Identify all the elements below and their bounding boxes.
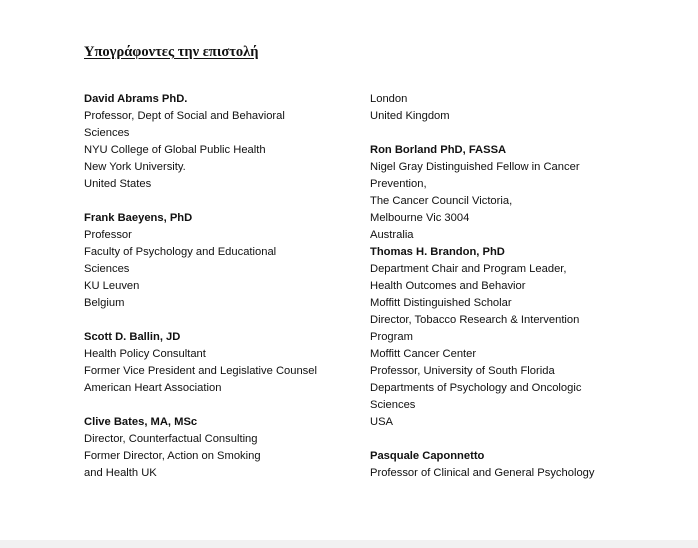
signatory-detail-line: Moffitt Distinguished Scholar (370, 297, 512, 309)
signatory-detail-line: Prevention, (370, 178, 427, 190)
signatories-left-column (84, 91, 354, 482)
signatory-detail-line: London (370, 93, 408, 105)
signatory-detail-line: Faculty of Psychology and Educational (84, 246, 277, 258)
paragraph-gap (370, 431, 670, 448)
signatory-detail-line: United States (84, 178, 152, 190)
page-heading: Υπογράφοντες την επιστολή (84, 44, 259, 60)
paragraph-gap (84, 312, 354, 329)
signatory-detail-line: Professor, Dept of Social and Behavioral (84, 110, 285, 122)
page-bottom-edge (0, 540, 698, 548)
signatory-detail-line: American Heart Association (84, 382, 222, 394)
signatory-name: Clive Bates, MA, MSc (84, 416, 198, 428)
signatory-detail-line: Professor of Clinical and General Psychology (370, 467, 595, 479)
signatory-name: David Abrams PhD. (84, 93, 188, 105)
signatory-detail-line: and Health UK (84, 467, 157, 479)
signatory-detail-line: Director, Tobacco Research & Intervention (370, 314, 580, 326)
signatory-name: Thomas H. Brandon, PhD (370, 246, 505, 258)
signatory-name: Frank Baeyens, PhD (84, 212, 193, 224)
signatory-detail-line: Former Vice President and Legislative Counsel (84, 365, 317, 377)
signatory-name: Scott D. Ballin, JD (84, 331, 181, 343)
signatory-detail-line: Director, Counterfactual Consulting (84, 433, 258, 445)
signatory-detail-line: Professor, University of South Florida (370, 365, 555, 377)
signatory-detail-line: The Cancer Council Victoria, (370, 195, 513, 207)
signatory-detail-line: Nigel Gray Distinguished Fellow in Cancer (370, 161, 580, 173)
signatory-detail-line: Former Director, Action on Smoking (84, 450, 261, 462)
signatory-detail-line: KU Leuven (84, 280, 140, 292)
signatory-detail-line: NYU College of Global Public Health (84, 144, 266, 156)
signatory-detail-line: Professor (84, 229, 132, 241)
signatory-detail-line: New York University. (84, 161, 186, 173)
signatory-detail-line: Melbourne Vic 3004 (370, 212, 470, 224)
paragraph-gap (84, 397, 354, 414)
signatory-name: Pasquale Caponnetto (370, 450, 485, 462)
paragraph-gap (84, 193, 354, 210)
signatory-detail-line: Moffitt Cancer Center (370, 348, 477, 360)
signatory-detail-line: Program (370, 331, 413, 343)
paragraph-gap (370, 125, 670, 142)
signatory-detail-line: United Kingdom (370, 110, 450, 122)
signatory-detail-line: Sciences (370, 399, 416, 411)
signatory-detail-line: Health Policy Consultant (84, 348, 206, 360)
signatory-name: Ron Borland PhD, FASSA (370, 144, 507, 156)
signatories-right-column (370, 91, 670, 482)
signatory-detail-line: Australia (370, 229, 414, 241)
signatory-detail-line: Belgium (84, 297, 125, 309)
signatory-detail-line: Sciences (84, 127, 130, 139)
signatory-detail-line: Sciences (84, 263, 130, 275)
signatory-detail-line: Department Chair and Program Leader, (370, 263, 567, 275)
signatory-detail-line: USA (370, 416, 394, 428)
signatory-detail-line: Health Outcomes and Behavior (370, 280, 526, 292)
signatory-detail-line: Departments of Psychology and Oncologic (370, 382, 582, 394)
